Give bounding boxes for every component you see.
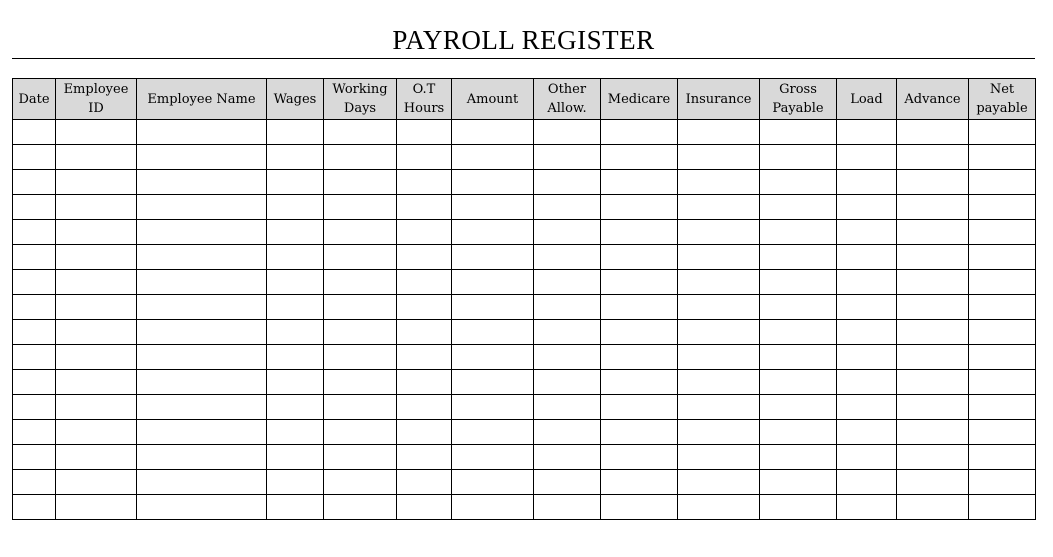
table-cell[interactable] [452, 395, 534, 420]
table-cell[interactable] [837, 170, 897, 195]
table-cell[interactable] [601, 120, 678, 145]
table-cell[interactable] [56, 395, 137, 420]
table-cell[interactable] [324, 495, 397, 520]
table-row [13, 345, 1036, 370]
table-cell[interactable] [969, 470, 1036, 495]
table-cell[interactable] [56, 245, 137, 270]
table-row [13, 120, 1036, 145]
col-header-employee-name: Employee Name [137, 79, 267, 120]
table-cell[interactable] [267, 145, 324, 170]
table-cell[interactable] [397, 120, 452, 145]
table-cell[interactable] [324, 270, 397, 295]
table-cell[interactable] [13, 270, 56, 295]
table-cell[interactable] [324, 220, 397, 245]
table-cell[interactable] [837, 420, 897, 445]
col-header-wages: Wages [267, 79, 324, 120]
table-cell[interactable] [534, 445, 601, 470]
table-cell[interactable] [13, 395, 56, 420]
table-cell[interactable] [397, 495, 452, 520]
table-row [13, 445, 1036, 470]
table-cell[interactable] [678, 395, 760, 420]
table-cell[interactable] [678, 170, 760, 195]
col-header-net-payable: Net payable [969, 79, 1036, 120]
table-cell[interactable] [534, 270, 601, 295]
col-header-ot-hours: O.T Hours [397, 79, 452, 120]
table-cell[interactable] [324, 370, 397, 395]
table-cell[interactable] [534, 295, 601, 320]
table-cell[interactable] [452, 145, 534, 170]
table-cell[interactable] [534, 170, 601, 195]
table-cell[interactable] [837, 445, 897, 470]
table-cell[interactable] [678, 470, 760, 495]
table-cell[interactable] [137, 170, 267, 195]
table-cell[interactable] [13, 245, 56, 270]
table-cell[interactable] [969, 245, 1036, 270]
col-header-load: Load [837, 79, 897, 120]
table-cell[interactable] [678, 320, 760, 345]
table-cell[interactable] [137, 495, 267, 520]
table-cell[interactable] [324, 445, 397, 470]
table-cell[interactable] [267, 195, 324, 220]
table-cell[interactable] [678, 195, 760, 220]
table-cell[interactable] [397, 445, 452, 470]
table-cell[interactable] [56, 345, 137, 370]
table-cell[interactable] [452, 120, 534, 145]
table-cell[interactable] [534, 120, 601, 145]
table-cell[interactable] [137, 420, 267, 445]
table-cell[interactable] [397, 195, 452, 220]
table-cell[interactable] [678, 495, 760, 520]
table-cell[interactable] [13, 120, 56, 145]
table-cell[interactable] [137, 270, 267, 295]
table-cell[interactable] [678, 245, 760, 270]
table-cell[interactable] [397, 245, 452, 270]
table-cell[interactable] [13, 195, 56, 220]
table-cell[interactable] [452, 495, 534, 520]
col-header-employee-id: Employee ID [56, 79, 137, 120]
table-cell[interactable] [137, 245, 267, 270]
table-cell[interactable] [678, 270, 760, 295]
table-row [13, 370, 1036, 395]
table-cell[interactable] [397, 395, 452, 420]
table-cell[interactable] [13, 170, 56, 195]
table-cell[interactable] [837, 345, 897, 370]
table-cell[interactable] [267, 220, 324, 245]
table-cell[interactable] [534, 145, 601, 170]
table-cell[interactable] [324, 420, 397, 445]
table-row [13, 495, 1036, 520]
col-header-date: Date [13, 79, 56, 120]
table-cell[interactable] [760, 295, 837, 320]
table-cell[interactable] [897, 370, 969, 395]
table-cell[interactable] [601, 370, 678, 395]
table-cell[interactable] [56, 120, 137, 145]
table-cell[interactable] [678, 445, 760, 470]
table-cell[interactable] [969, 195, 1036, 220]
table-cell[interactable] [760, 395, 837, 420]
table-cell[interactable] [324, 295, 397, 320]
table-cell[interactable] [601, 495, 678, 520]
table-cell[interactable] [137, 345, 267, 370]
table-cell[interactable] [534, 220, 601, 245]
table-cell[interactable] [267, 395, 324, 420]
table-row [13, 320, 1036, 345]
table-cell[interactable] [13, 220, 56, 245]
table-cell[interactable] [452, 295, 534, 320]
table-cell[interactable] [324, 145, 397, 170]
table-cell[interactable] [601, 295, 678, 320]
table-cell[interactable] [897, 320, 969, 345]
table-row [13, 145, 1036, 170]
table-cell[interactable] [534, 395, 601, 420]
table-cell[interactable] [534, 320, 601, 345]
table-cell[interactable] [137, 145, 267, 170]
table-cell[interactable] [324, 320, 397, 345]
table-cell[interactable] [452, 420, 534, 445]
table-cell[interactable] [897, 345, 969, 370]
table-row [13, 295, 1036, 320]
table-cell[interactable] [601, 395, 678, 420]
table-cell[interactable] [13, 370, 56, 395]
table-cell[interactable] [837, 120, 897, 145]
table-cell[interactable] [601, 220, 678, 245]
table-cell[interactable] [397, 370, 452, 395]
table-cell[interactable] [760, 495, 837, 520]
table-cell[interactable] [267, 495, 324, 520]
table-row [13, 195, 1036, 220]
table-cell[interactable] [969, 220, 1036, 245]
table-cell[interactable] [452, 270, 534, 295]
table-cell[interactable] [969, 170, 1036, 195]
table-cell[interactable] [267, 270, 324, 295]
table-cell[interactable] [397, 270, 452, 295]
table-cell[interactable] [678, 345, 760, 370]
table-cell[interactable] [837, 295, 897, 320]
table-cell[interactable] [397, 345, 452, 370]
table-cell[interactable] [601, 320, 678, 345]
table-cell[interactable] [137, 120, 267, 145]
table-cell[interactable] [760, 170, 837, 195]
table-cell[interactable] [897, 145, 969, 170]
table-cell[interactable] [760, 145, 837, 170]
table-cell[interactable] [452, 445, 534, 470]
table-cell[interactable] [267, 445, 324, 470]
table-cell[interactable] [452, 170, 534, 195]
table-cell[interactable] [969, 145, 1036, 170]
table-cell[interactable] [137, 220, 267, 245]
table-cell[interactable] [969, 270, 1036, 295]
table-row [13, 470, 1036, 495]
table-cell[interactable] [760, 270, 837, 295]
table-cell[interactable] [397, 220, 452, 245]
table-cell[interactable] [837, 195, 897, 220]
col-header-amount: Amount [452, 79, 534, 120]
col-header-working-days: Working Days [324, 79, 397, 120]
table-cell[interactable] [534, 495, 601, 520]
table-cell[interactable] [137, 445, 267, 470]
table-cell[interactable] [760, 220, 837, 245]
table-cell[interactable] [897, 470, 969, 495]
table-cell[interactable] [897, 445, 969, 470]
header-row [13, 79, 1036, 120]
table-cell[interactable] [678, 220, 760, 245]
table-cell[interactable] [897, 245, 969, 270]
table-cell[interactable] [760, 445, 837, 470]
table-cell[interactable] [137, 395, 267, 420]
table-cell[interactable] [267, 120, 324, 145]
table-cell[interactable] [534, 470, 601, 495]
table-cell[interactable] [897, 495, 969, 520]
table-cell[interactable] [56, 270, 137, 295]
table-cell[interactable] [534, 345, 601, 370]
table-cell[interactable] [760, 120, 837, 145]
table-cell[interactable] [267, 170, 324, 195]
table-cell[interactable] [760, 195, 837, 220]
table-cell[interactable] [13, 420, 56, 445]
table-cell[interactable] [760, 370, 837, 395]
table-cell[interactable] [56, 295, 137, 320]
table-cell[interactable] [897, 270, 969, 295]
table-cell[interactable] [56, 445, 137, 470]
table-cell[interactable] [56, 170, 137, 195]
table-cell[interactable] [56, 495, 137, 520]
table-cell[interactable] [137, 320, 267, 345]
table-cell[interactable] [534, 370, 601, 395]
table-cell[interactable] [267, 420, 324, 445]
table-cell[interactable] [13, 145, 56, 170]
table-cell[interactable] [837, 370, 897, 395]
table-cell[interactable] [897, 120, 969, 145]
table-cell[interactable] [267, 470, 324, 495]
table-cell[interactable] [837, 495, 897, 520]
table-cell[interactable] [897, 170, 969, 195]
payroll-table [12, 78, 1036, 520]
table-cell[interactable] [267, 320, 324, 345]
table-cell[interactable] [267, 370, 324, 395]
table-cell[interactable] [324, 470, 397, 495]
table-cell[interactable] [678, 120, 760, 145]
table-row [13, 245, 1036, 270]
table-cell[interactable] [397, 470, 452, 495]
table-cell[interactable] [137, 470, 267, 495]
table-cell[interactable] [452, 220, 534, 245]
table-cell[interactable] [897, 195, 969, 220]
table-cell[interactable] [452, 345, 534, 370]
table-cell[interactable] [760, 420, 837, 445]
page-title: PAYROLL REGISTER [392, 25, 655, 55]
table-cell[interactable] [534, 195, 601, 220]
table-cell[interactable] [452, 320, 534, 345]
table-cell[interactable] [760, 470, 837, 495]
table-cell[interactable] [324, 195, 397, 220]
table-cell[interactable] [324, 345, 397, 370]
title-divider [12, 58, 1035, 59]
table-cell[interactable] [13, 495, 56, 520]
table-cell[interactable] [837, 145, 897, 170]
table-cell[interactable] [969, 370, 1036, 395]
table-cell[interactable] [397, 420, 452, 445]
table-cell[interactable] [137, 195, 267, 220]
table-cell[interactable] [267, 295, 324, 320]
table-cell[interactable] [137, 295, 267, 320]
col-header-gross-payable: Gross Payable [760, 79, 837, 120]
table-cell[interactable] [452, 245, 534, 270]
table-row [13, 395, 1036, 420]
table-cell[interactable] [969, 320, 1036, 345]
table-cell[interactable] [13, 345, 56, 370]
table-cell[interactable] [534, 420, 601, 445]
table-cell[interactable] [56, 195, 137, 220]
table-cell[interactable] [324, 245, 397, 270]
table-cell[interactable] [837, 395, 897, 420]
table-cell[interactable] [267, 345, 324, 370]
col-header-insurance: Insurance [678, 79, 760, 120]
table-cell[interactable] [601, 245, 678, 270]
col-header-other-allowance: Other Allow. [534, 79, 601, 120]
table-cell[interactable] [56, 145, 137, 170]
table-cell[interactable] [13, 445, 56, 470]
table-cell[interactable] [969, 395, 1036, 420]
table-cell[interactable] [13, 470, 56, 495]
table-cell[interactable] [56, 220, 137, 245]
table-row [13, 270, 1036, 295]
table-cell[interactable] [13, 295, 56, 320]
table-cell[interactable] [56, 370, 137, 395]
table-cell[interactable] [137, 370, 267, 395]
table-cell[interactable] [601, 145, 678, 170]
table-cell[interactable] [897, 295, 969, 320]
table-cell[interactable] [397, 295, 452, 320]
table-cell[interactable] [534, 245, 601, 270]
table-cell[interactable] [397, 320, 452, 345]
table-cell[interactable] [678, 370, 760, 395]
table-cell[interactable] [969, 445, 1036, 470]
table-cell[interactable] [760, 345, 837, 370]
table-cell[interactable] [837, 470, 897, 495]
table-cell[interactable] [837, 220, 897, 245]
table-cell[interactable] [969, 345, 1036, 370]
table-cell[interactable] [837, 270, 897, 295]
table-cell[interactable] [267, 245, 324, 270]
table-cell[interactable] [601, 420, 678, 445]
table-cell[interactable] [897, 395, 969, 420]
table-cell[interactable] [760, 320, 837, 345]
table-cell[interactable] [56, 320, 137, 345]
table-cell[interactable] [601, 445, 678, 470]
table-cell[interactable] [56, 420, 137, 445]
col-header-advance: Advance [897, 79, 969, 120]
table-cell[interactable] [601, 270, 678, 295]
table-cell[interactable] [897, 220, 969, 245]
table-cell[interactable] [324, 170, 397, 195]
table-cell[interactable] [837, 245, 897, 270]
table-cell[interactable] [397, 145, 452, 170]
table-cell[interactable] [13, 320, 56, 345]
table-cell[interactable] [452, 370, 534, 395]
table-cell[interactable] [969, 495, 1036, 520]
table-cell[interactable] [969, 295, 1036, 320]
table-cell[interactable] [678, 420, 760, 445]
table-cell[interactable] [324, 120, 397, 145]
table-body [13, 120, 1036, 520]
table-cell[interactable] [969, 120, 1036, 145]
table-cell[interactable] [56, 470, 137, 495]
table-cell[interactable] [601, 345, 678, 370]
table-row [13, 420, 1036, 445]
col-header-medicare: Medicare [601, 79, 678, 120]
table-cell[interactable] [601, 195, 678, 220]
table-cell[interactable] [601, 170, 678, 195]
table-cell[interactable] [324, 395, 397, 420]
table-cell[interactable] [760, 245, 837, 270]
table-row [13, 220, 1036, 245]
table-cell[interactable] [678, 295, 760, 320]
table-cell[interactable] [969, 420, 1036, 445]
table-cell[interactable] [397, 170, 452, 195]
table-cell[interactable] [452, 470, 534, 495]
table-cell[interactable] [678, 145, 760, 170]
table-cell[interactable] [601, 470, 678, 495]
table-cell[interactable] [452, 195, 534, 220]
table-cell[interactable] [897, 420, 969, 445]
table-cell[interactable] [837, 320, 897, 345]
table-row [13, 170, 1036, 195]
